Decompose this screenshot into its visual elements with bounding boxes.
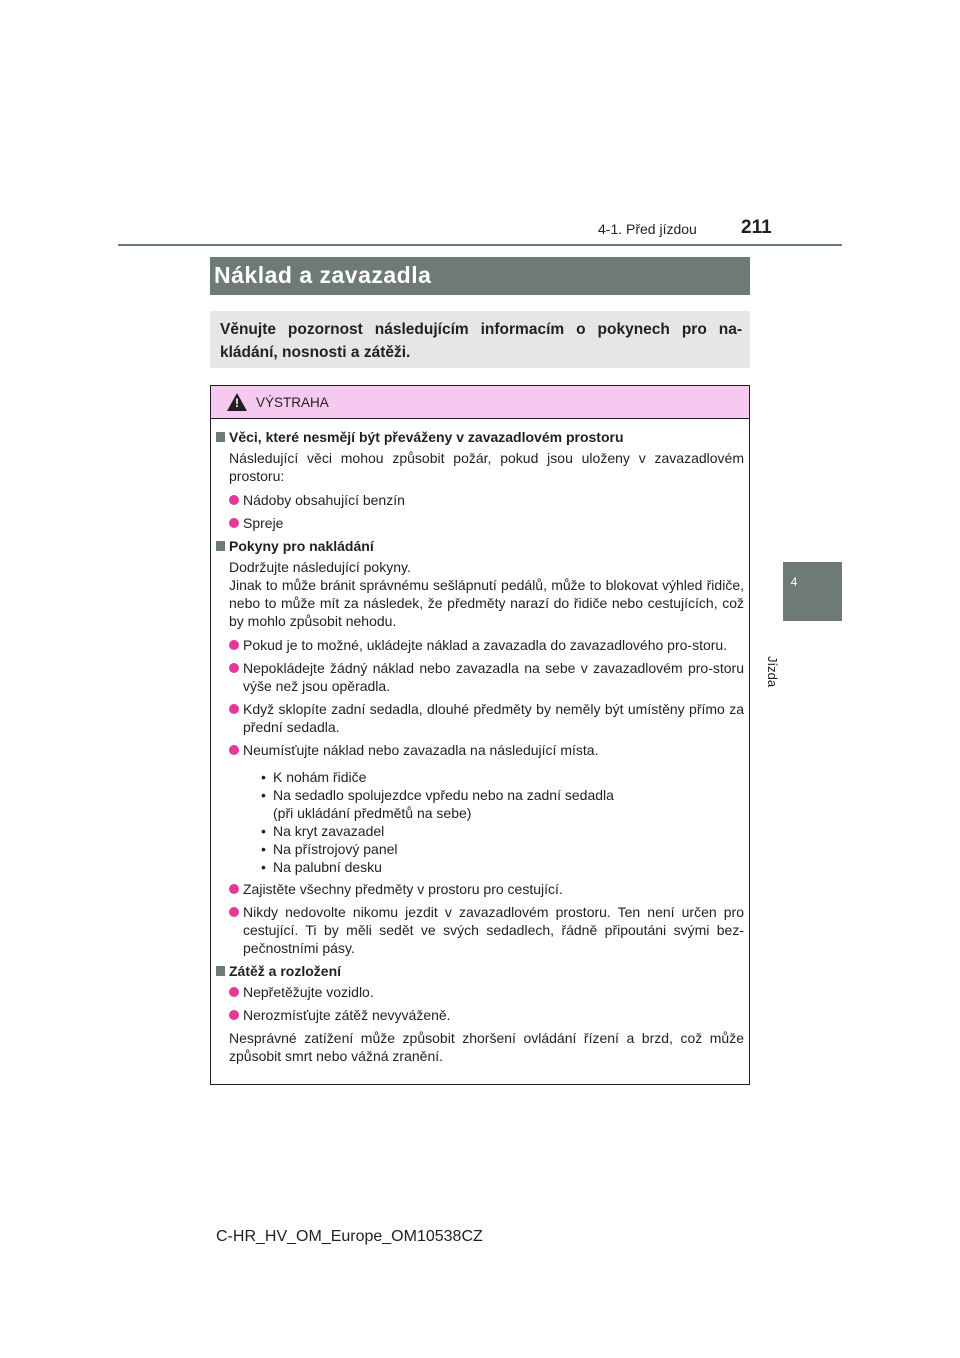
- list-item: Nikdy nedovolte nikomu jezdit v zavazadlovém prostoru. Ten není určen pro cestující. Ti by měli sedět ve svých sedadlech, řádně připoutáni svými bez-pečnostními pásy.: [229, 903, 744, 957]
- chapter-label: Jízda: [765, 656, 780, 688]
- section-text: Dodržujte následující pokyny.: [229, 559, 411, 575]
- list-item: Nádoby obsahující benzín: [229, 491, 744, 509]
- sub-list-item: • Na palubní desku: [261, 859, 382, 875]
- warning-exclamation: !: [235, 396, 239, 410]
- sub-list-item: • K nohám řidiče: [261, 769, 367, 785]
- bullet-icon: [229, 663, 239, 673]
- bullet-icon: [229, 907, 239, 917]
- section-text: Nesprávné zatížení může způsobit zhoršení ovládání řízení a brzd, což může způsobit smrt nebo vážná zranění.: [229, 1030, 744, 1064]
- sub-list-note: (při ukládání předmětů na sebe): [273, 805, 472, 821]
- bullet-icon: [229, 518, 239, 528]
- list-item: Zajistěte všechny předměty v prostoru pro cestující.: [229, 880, 744, 898]
- list-item: Když sklopíte zadní sedadla, dlouhé předměty by neměly být umístěny přímo za přední sedadla.: [229, 700, 744, 736]
- sub-list-item: • Na kryt zavazadel: [261, 823, 385, 839]
- bullet-icon: [229, 884, 239, 894]
- section-heading: Zátěž a rozložení: [216, 962, 744, 980]
- square-bullet-icon: [216, 966, 225, 976]
- warning-content: [216, 428, 744, 1071]
- bullet-icon: [229, 987, 239, 997]
- square-bullet-icon: [216, 432, 225, 442]
- list-item: Nerozmísťujte zátěž nevyváženě.: [229, 1006, 744, 1024]
- warning-box: [210, 385, 750, 1085]
- list-item: Spreje: [229, 514, 744, 532]
- square-bullet-icon: [216, 541, 225, 551]
- bullet-icon: [229, 640, 239, 650]
- chapter-number: 4: [790, 575, 798, 589]
- sub-list-item: • Na přístrojový panel: [261, 841, 398, 857]
- header-rule: [118, 244, 842, 246]
- page-number: 211: [741, 217, 772, 238]
- section-text: Jinak to může bránit správnému sešlápnutí pedálů, může to blokovat výhled řidiče, nebo to může mít za následek, že předměty narazí do řidiče nebo cestujících, což by mohlo způsobit nehodu.: [229, 577, 744, 629]
- bullet-icon: [229, 495, 239, 505]
- sub-list-item: • Na sedadlo spolujezdce vpředu nebo na zadní sedadla: [261, 787, 614, 803]
- footer-document-code: C-HR_HV_OM_Europe_OM10538CZ: [216, 1228, 483, 1245]
- list-item: Pokud je to možné, ukládejte náklad a zavazadla do zavazadlového pro-storu.: [229, 636, 744, 654]
- bullet-icon: [229, 745, 239, 755]
- section-heading: Pokyny pro nakládání: [216, 537, 744, 555]
- page-title: Náklad a zavazadla: [214, 262, 432, 288]
- intro-text: Věnujte pozornost následujícím informacím o pokynech pro na-kládání, nosnosti a zátěži.: [220, 321, 742, 361]
- section-heading: Věci, které nesmějí být převáženy v zavazadlovém prostoru: [216, 428, 744, 446]
- section-label: 4-1. Před jízdou: [598, 221, 697, 237]
- warning-title: VÝSTRAHA: [256, 395, 329, 410]
- bullet-icon: [229, 1010, 239, 1020]
- warning-header: [211, 386, 749, 419]
- list-item: Nepřetěžujte vozidlo.: [229, 983, 744, 1001]
- bullet-icon: [229, 704, 239, 714]
- list-item: Neumísťujte náklad nebo zavazadla na následující místa.: [229, 741, 744, 759]
- section-text: Následující věci mohou způsobit požár, pokud jsou uloženy v zavazadlovém prostoru:: [229, 450, 744, 484]
- chapter-tab: [783, 562, 842, 621]
- list-item: Nepokládejte žádný náklad nebo zavazadla na sebe v zavazadlovém pro-storu výše než jsou opěradla.: [229, 659, 744, 695]
